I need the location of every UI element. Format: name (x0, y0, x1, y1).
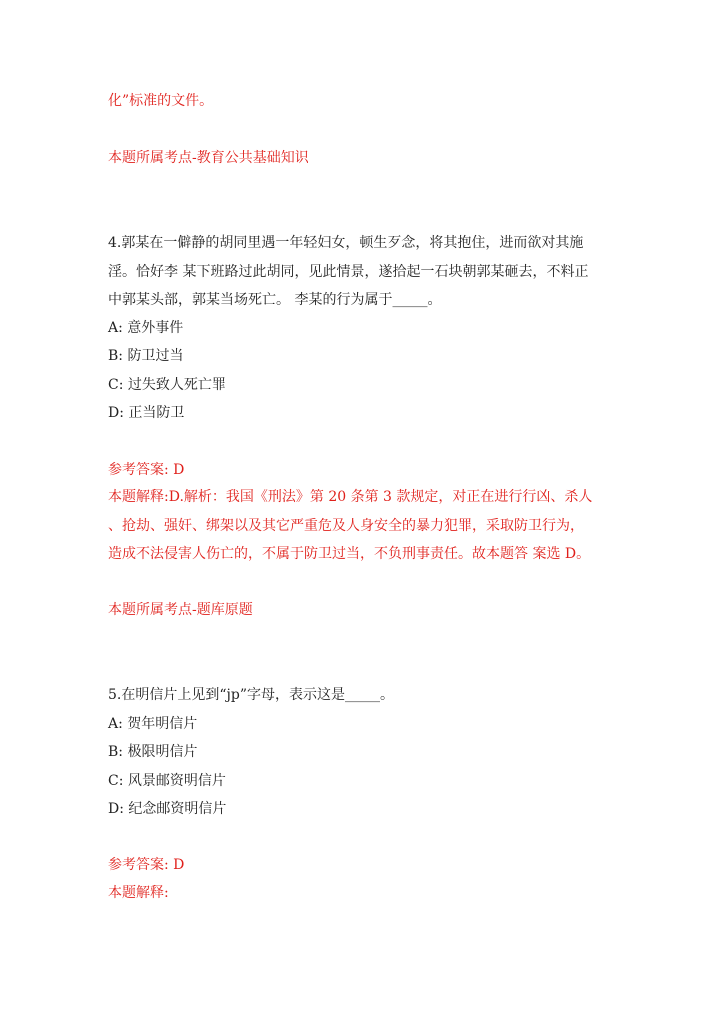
q4-stem-line-1: 4.郭某在一僻静的胡同里遇一年轻妇女，顿生歹念，将其抱住，进而欲对其施 (108, 235, 584, 251)
q5-explanation-label: 本题解释: (108, 885, 169, 901)
q4-explanation-line-1: 本题解释:D.解析：我国《刑法》第 20 条第 3 款规定，对正在进行行凶、杀人 (108, 489, 593, 505)
q5-stem: 5.在明信片上见到“jp”字母，表示这是_____。 (108, 687, 394, 703)
q5-answer: 参考答案: D (108, 857, 185, 873)
q4-explanation-line-2: 、抢劫、强奸、绑架以及其它严重危及人身安全的暴力犯罪，采取防卫行为， (108, 518, 584, 534)
q5-option-b: B: 极限明信片 (108, 744, 198, 760)
prev-knowledge-point: 本题所属考点-教育公共基础知识 (108, 150, 309, 166)
q4-stem-line-2: 淫。恰好李 某下班路过此胡同，见此情景，遂拾起一石块朝郭某砸去，不料正 (108, 264, 589, 280)
q4-stem-line-3: 中郭某头部，郭某当场死亡。 李某的行为属于_____。 (108, 292, 442, 308)
q4-explanation-line-3: 造成不法侵害人伤亡的，不属于防卫过当，不负刑事责任。故本题答 案选 D。 (108, 546, 591, 562)
q4-option-a: A: 意外事件 (108, 320, 184, 336)
q5-option-d: D: 纪念邮资明信片 (108, 801, 227, 817)
q4-option-c: C: 过失致人死亡罪 (108, 377, 226, 393)
q5-option-c: C: 风景邮资明信片 (108, 773, 226, 789)
q4-option-b: B: 防卫过当 (108, 348, 184, 364)
q5-option-a: A: 贺年明信片 (108, 716, 198, 732)
q4-knowledge-point: 本题所属考点-题库原题 (108, 602, 253, 618)
q4-option-d: D: 正当防卫 (108, 405, 185, 421)
q4-answer: 参考答案: D (108, 462, 185, 478)
prev-question-tail: 化”标准的文件。 (108, 93, 214, 109)
